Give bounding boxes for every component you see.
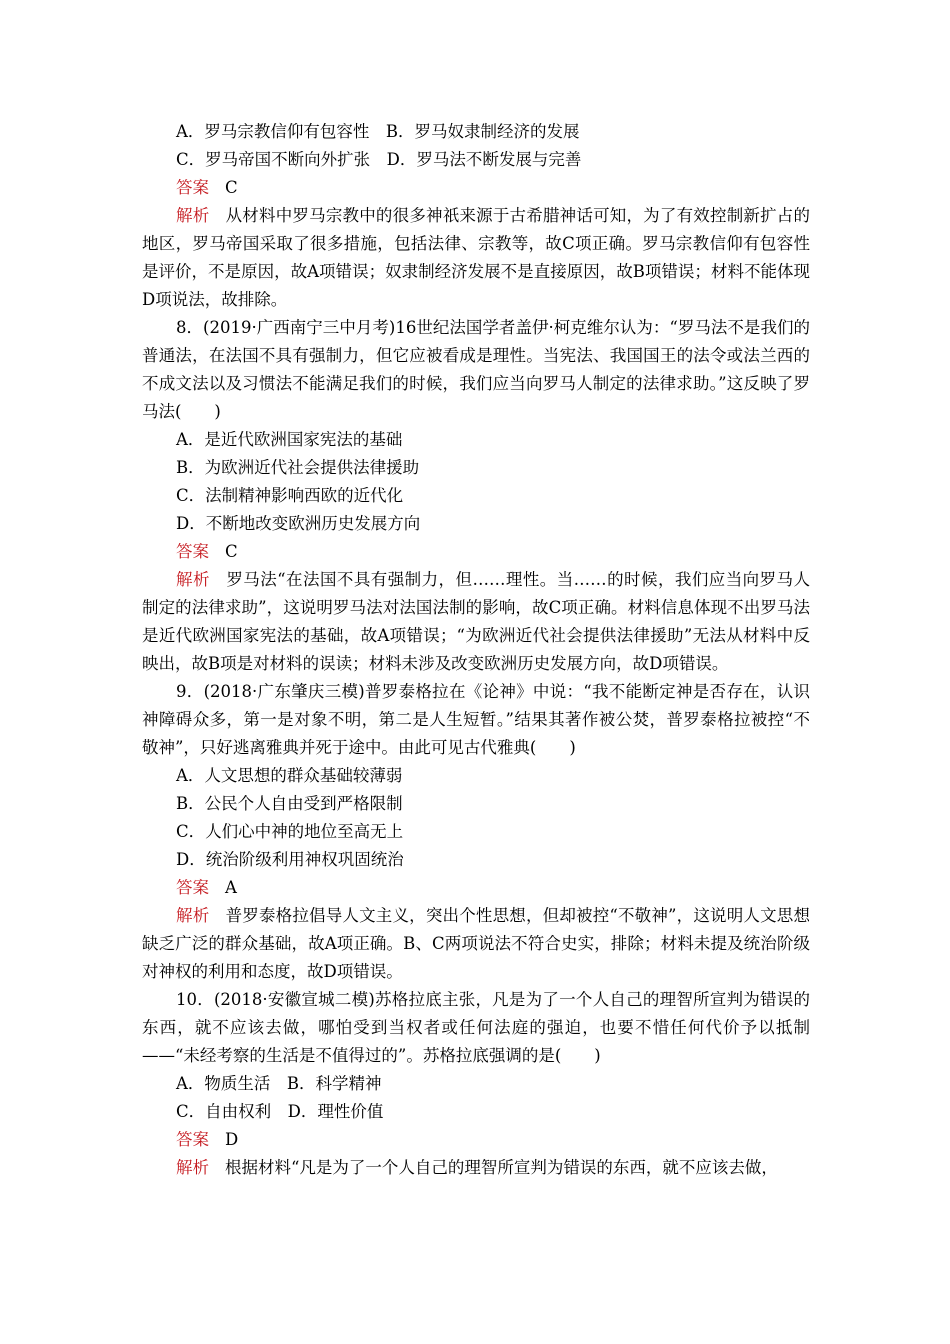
q9-option-a: A．人文思想的群众基础较薄弱 xyxy=(176,766,403,785)
q9-stem: 9．(2018·广东肇庆三模)普罗泰格拉在《论神》中说：“我不能断定神是否存在，认识神障碍众多，第一是对象不明，第二是人生短暂。”结果其著作被公焚，普罗泰格拉被控“不敬神”，只好逃离雅典并死于途中。由此可见古代雅典( ) xyxy=(142,682,810,757)
answer-value: D xyxy=(225,1130,239,1149)
answer-label: 答案 xyxy=(176,1130,209,1149)
answer-value: C xyxy=(225,178,238,197)
q8-option-d: D．不断地改变欧洲历史发展方向 xyxy=(176,514,421,533)
answer-label: 答案 xyxy=(176,878,209,897)
q10-options-cd: C．自由权利 D．理性价值 xyxy=(176,1102,384,1121)
analysis-label: 解析 xyxy=(176,206,210,225)
analysis-text: 根据材料“凡是为了一个人自己的理智所宣判为错误的东西，就不应该去做， xyxy=(225,1158,778,1177)
q7-analysis xyxy=(142,202,810,314)
analysis-text: 从材料中罗马宗教中的很多神祇来源于古希腊神话可知，为了有效控制新扩占的地区，罗马帝国采取了很多措施，包括法律、宗教等，故C项正确。罗马宗教信仰有包容性是评价，不是原因，故A项错误；奴隶制经济发展不是直接原因，故B项错误；材料不能体现D项说法，故排除。 xyxy=(142,206,811,309)
analysis-text: 普罗泰格拉倡导人文主义，突出个性思想，但却被控“不敬神”，这说明人文思想缺乏广泛的群众基础，故A项正确。B、C两项说法不符合史实，排除；材料未提及统治阶级对神权的利用和态度，故D项错误。 xyxy=(142,906,810,981)
analysis-text: 罗马法“在法国不具有强制力，但……理性。当……的时候，我们应当向罗马人制定的法律求助”，这说明罗马法对法国法制的影响，故C项正确。材料信息体现不出罗马法是近代欧洲国家宪法的基础，故A项错误；“为欧洲近代社会提供法律援助”无法从材料中反映出，故B项是对材料的误读；材料未涉及改变欧洲历史发展方向，故D项错误。 xyxy=(142,570,810,673)
q8-stem: 8．(2019·广西南宁三中月考)16世纪法国学者盖伊·柯克维尔认为：“罗马法不是我们的普通法，在法国不具有强制力，但它应被看成是理性。当宪法、我国国王的法令或法兰西的不成文法以及习惯法不能满足我们的时候，我们应当向罗马人制定的法律求助。”这反映了罗马法( ) xyxy=(142,318,810,421)
answer-label: 答案 xyxy=(176,542,209,561)
answer-value: A xyxy=(225,878,237,897)
q8-option-a: A．是近代欧洲国家宪法的基础 xyxy=(176,430,403,449)
q9-option-c: C．人们心中神的地位至高无上 xyxy=(176,822,404,841)
q9-answer xyxy=(142,874,810,902)
document-page xyxy=(142,118,810,1182)
q8-option-c: C．法制精神影响西欧的近代化 xyxy=(176,486,404,505)
q7-options-ab: A．罗马宗教信仰有包容性 B．罗马奴隶制经济的发展 xyxy=(176,122,580,141)
q8-option-b: B．为欧洲近代社会提供法律援助 xyxy=(176,458,420,477)
q10-answer xyxy=(142,1126,810,1154)
q7-options-cd: C．罗马帝国不断向外扩张 D．罗马法不断发展与完善 xyxy=(176,150,582,169)
answer-label: 答案 xyxy=(176,178,209,197)
q8-answer xyxy=(142,538,810,566)
q10-analysis xyxy=(142,1154,810,1182)
q7-answer xyxy=(142,174,810,202)
q8-analysis xyxy=(142,566,810,678)
q9-option-d: D．统治阶级利用神权巩固统治 xyxy=(176,850,404,869)
analysis-label: 解析 xyxy=(176,570,210,589)
q9-analysis xyxy=(142,902,810,986)
answer-value: C xyxy=(225,542,238,561)
q10-options-ab: A．物质生活 B．科学精神 xyxy=(176,1074,382,1093)
q10-stem: 10．(2018·安徽宣城二模)苏格拉底主张，凡是为了一个人自己的理智所宣判为错误的东西，就不应该去做，哪怕受到当权者或任何法庭的强迫，也要不惜任何代价予以抵制——“未经考察的生活是不值得过的”。苏格拉底强调的是( ) xyxy=(142,990,810,1065)
q9-option-b: B．公民个人自由受到严格限制 xyxy=(176,794,403,813)
analysis-label: 解析 xyxy=(176,906,210,925)
analysis-label: 解析 xyxy=(176,1158,209,1177)
